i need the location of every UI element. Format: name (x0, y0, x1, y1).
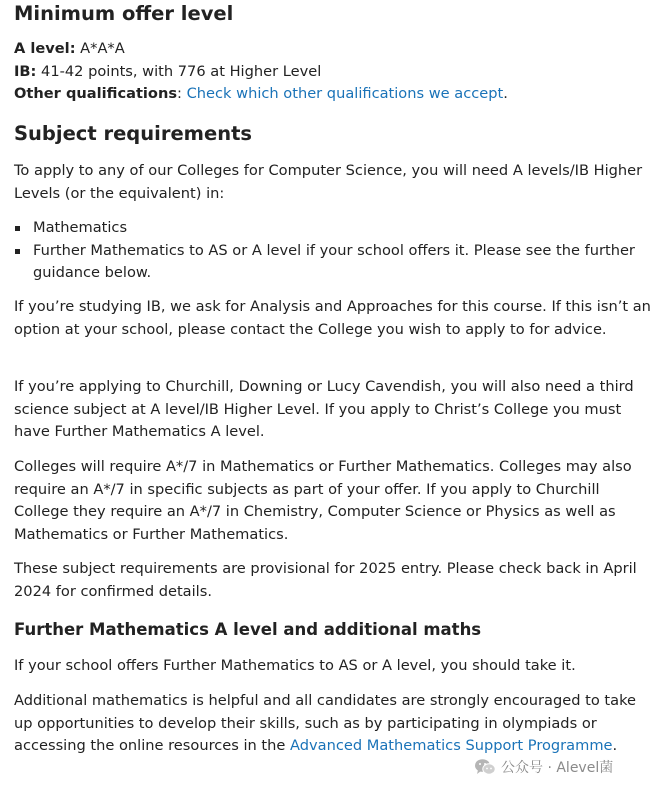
wechat-icon (474, 758, 496, 776)
separator: : (177, 85, 182, 103)
ib-label: IB: (14, 62, 37, 80)
other-qualifications-line (14, 83, 508, 106)
subject-intro: To apply to any of our Colleges for Computer Science, you will need A levels/IB Higher Levels (or the equivalent) in: (14, 162, 643, 202)
minimum-offer-heading: Minimum offer level (14, 2, 234, 25)
ib-paragraph: If you’re studying IB, we ask for Analysis and Approaches for this course. If this isn’t an option at your school, please contact the College you wish to apply to for advice. (14, 298, 651, 338)
further-maths-heading: Further Mathematics A level and additional maths (14, 620, 482, 639)
a-level-label: A level: (14, 40, 76, 57)
amsp-link[interactable]: Advanced Mathematics Support Programme (290, 737, 613, 755)
list-item (14, 240, 654, 285)
additional-maths-paragraph (14, 690, 654, 758)
provisional-paragraph: These subject requirements are provisional for 2025 entry. Please check back in April 2024 for confirmed details. (14, 560, 637, 600)
further-maths-paragraph: If your school offers Further Mathematics to AS or A level, you should take it. (14, 657, 576, 674)
watermark (474, 756, 613, 778)
ib-value: 41-42 points, with 776 at Higher Level (41, 62, 322, 80)
period: . (503, 85, 508, 103)
grade-requirement-paragraph: Colleges will require A*/7 in Mathematics or Further Mathematics. Colleges may also require an A*/7 in specific subjects as part of your offer. If you apply to Churchill College they require an A*/7 in Chemistry, Computer Science or Physics as well as Mathematics or Further Mathematics. (14, 458, 632, 543)
bullet-icon (15, 226, 20, 231)
ib-line (14, 61, 508, 84)
watermark-text: 公众号 · Alevel菌 (501, 760, 614, 776)
a-level-value: A*A*A (80, 40, 125, 57)
list-item-text: Mathematics (33, 219, 128, 236)
subject-requirements-heading: Subject requirements (14, 122, 253, 145)
offer-levels (14, 38, 508, 106)
a-level-line (14, 38, 508, 61)
list-item (14, 217, 654, 240)
colleges-paragraph: If you’re applying to Churchill, Downing or Lucy Cavendish, you will also need a third science subject at A level/IB Higher Level. If you apply to Christ’s College you must have Further Mathematics A level. (14, 378, 634, 441)
subject-list (14, 217, 654, 285)
bullet-icon (15, 249, 20, 254)
list-item-text: Further Mathematics to AS or A level if your school offers it. Please see the further guidance below. (33, 241, 635, 282)
period: . (612, 737, 618, 755)
other-qualifications-label: Other qualifications (14, 85, 178, 103)
other-qualifications-link[interactable]: Check which other qualifications we accept (186, 85, 504, 103)
additional-maths-text: Additional mathematics is helpful and all candidates are strongly encouraged to take up opportunities to develop their skills, such as by participating in olympiads or accessing the online resources in the (14, 692, 637, 755)
